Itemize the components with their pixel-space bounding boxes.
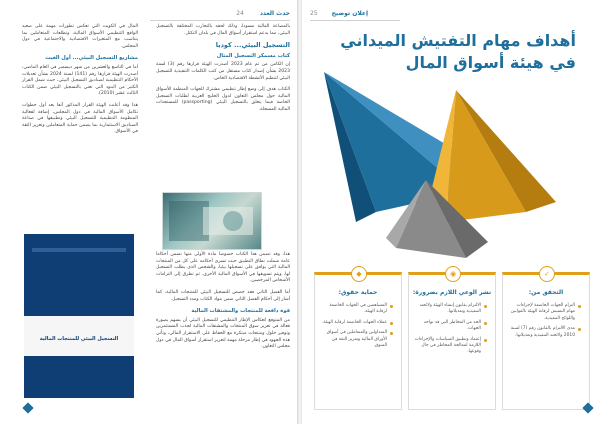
paragraph-book-2: الكتاب هدف إلى وضع إطار تنظيمي مشترك للجهات المنظمة للأسواق المالية حول مجلس التعاون لدول الخليج العربية لطلبات التسجيل الخاصة فيما يتعلق بالتسجيل البيئي (passporting) للمستجدات المالية المسجلة. [156,87,290,112]
right-header-rule [310,20,400,21]
left-page-header [200,10,290,17]
list-item: الحد من المخاطر التي قد تواجه الجهات. [413,320,481,333]
left-header-rule [150,20,290,21]
list-item: مدى الالتزام بالقانون رقم (7) لسنة 2010 ولائحته التنفيذية وتعديلاتها. [507,326,575,339]
goal-box-protection-list [319,303,395,349]
left-header-title: حدث العدد [259,10,290,17]
goal-box-awareness-title: نشر الوعي اللازم بضرورة: [412,289,492,296]
paragraph-book-1: إن الكامن من تم عام 2023 أصدرت الهيئة قرارها رقم (3) لسنة 2023 بشأن إصدار كتاب مستقل من كتب الكلمات التنفيذية للتسجيل البيئي لتنظيم الأنشطة الاقتصادية الخاص. [156,62,290,81]
goal-box-verify-title: التحقق من: [528,289,564,296]
right-page-number: 25 [310,10,318,17]
goal-box-awareness [408,272,496,410]
right-page-header [310,10,390,17]
goal-box-awareness-list [413,303,489,356]
goal-box-protection [314,272,402,410]
left-page-right-column-lower [156,252,290,356]
pyramids-illustration [316,62,566,262]
shield-icon: ◆ [351,266,367,282]
subheading-first-rain: مشاريع التسجيل البيئي... أول الغيث [45,55,138,62]
page-title-line-2: في هيئة أسواق المال [405,53,576,72]
paragraph-driving-force: من المتوقع انعكاس الإطار التنظيمي للتسجيل البيئي أن يسهم بصورة فعالة في تعزيز سوق المنتجات والمشتقات المالية لجذب المستثمرين وتوفير حلول ومنتجات مبتكرة مع الحفاظ على الاستقرار المالي، وتأتي هذه الجهود في إطار مرحلة مهمة لتعزيز استقرار أسواق المال في دول مجلس التعاون. [156,317,290,350]
intro-paragraph: بالمصاعة المالية مسودا، وذلك لحقه بالتجارب المختلفة بالتسجيل البيئي، مما يدعم استقرار أسواق المال في بلدان التكتل. [156,24,290,36]
diamond-ornament-icon [22,402,33,413]
section-heading-passporting: التسجيل البيئي... كوديا [215,41,290,50]
list-item: الالتزام بقانون إنشاء الهيئة ولائحته التنفيذية وتعديلاتها. [413,303,481,316]
list-item: المتداولين والمتعاملين في أسواق الأوراق المالية وتعزيز الثقة في السوق. [319,330,387,349]
goal-box-verify [502,272,590,410]
booklet-cover [24,234,134,398]
left-page-right-column [156,24,290,119]
cover-top-strip [32,248,126,252]
left-page-left-column [22,24,138,141]
article-photo [162,192,262,250]
paragraph-book-4: أما الفصل الثاني فقد خصص للتسجيل البيئي للمنتجات المالية، كما أشار إلى أحكام الفصل الثاني ضمن مواد الكتاب ومدد التسجيل. [156,289,290,302]
cover-title: التسجيل البيئي للمنتجات المالية [39,336,119,342]
page-title-line-1: أهداف مهام التفتيش الميداني [340,31,576,50]
checkmark-icon: ✓ [539,266,555,282]
goal-box-verify-list [507,303,583,339]
right-page [302,0,600,424]
photo-graphic [163,193,261,249]
list-item: عملاء الجهات الخاضعة لرقابة الهيئة. [319,320,387,326]
subheading-driving-force: قوة دافعة للمنتجات والمشتقات المالية [191,308,290,315]
list-item: إعتماد وتطبيق السياسات والإجراءات اللازمة لمعالجة المخاطر في حال وقوعها. [414,336,481,355]
paragraph-book-3: هذا، وقد تضمن هذا الكتاب خصوصا مادة الأولى منها تضمن أحكاما عامة شملت نطاق التطبيق حيث تسري أحكامه على كل من المنتجات المالية التي يوافق على تسجيلها بيئيا، والشخص الذي يطلب التسجيل لها، ويتم تسويقها في الأسواق المالية الأخرى. ثم تطرق إلى التزامات الأشخاص المرخصين. [156,252,290,284]
paragraph-left-1: المال في الكويت التي تعكس تطورات مهمة على صعيد الواقع التنظيمي الأسواق المالية، وتطلعات المتعاملين بما يتناسب مع المتغيرات الاقتصادية والاجتماعية في دول المجلس. [22,24,138,49]
right-header-title: إعلان توضيح [331,10,369,17]
list-item: المساهمين في الجهات الخاضعة لرقابة الهيئة. [319,303,387,316]
target-icon: ◉ [445,266,461,282]
goal-box-protection-title: حماية حقوق: [338,289,378,296]
paragraph-left-2: أما في التاسع والعشرين من شهر ديسمبر في العام الماضي، أصدرت الهيئة قرارها رقم (141) لسنة 2024 بشأن تعديلات الأحكام التنظيمية لصناديق التسجيل البيئي، حيث شمل القرار الكثير من البنود التي تعني بالتسجيل البيئي ضمن الكتاب الثالث عشر (2010). [22,64,138,97]
subheading-book: كتاب مسمكر التسجيل المثال [216,52,290,59]
left-page [0,0,298,424]
list-item: التزام الجهات الخاضعة لإجراءات مهام التفتيش لرقابة الهيئة بالقوانين واللوائح التنفيذية. [507,303,575,322]
left-page-number: 24 [236,10,244,17]
paragraph-left-3: هذا وقد أعلنت الهيئة القرار المذكور آنفا بعد أول خطوات تكامل الأسواق المالية في دول المجلس، إضافة لفعالية المنظومة التنظيمية للتسجيل البيئي وتطبيقها في صناعة الصناديق الاستثمارية بما يضمن حماية المتعاملين وتعزيز الثقة في الأسواق. [22,102,138,135]
